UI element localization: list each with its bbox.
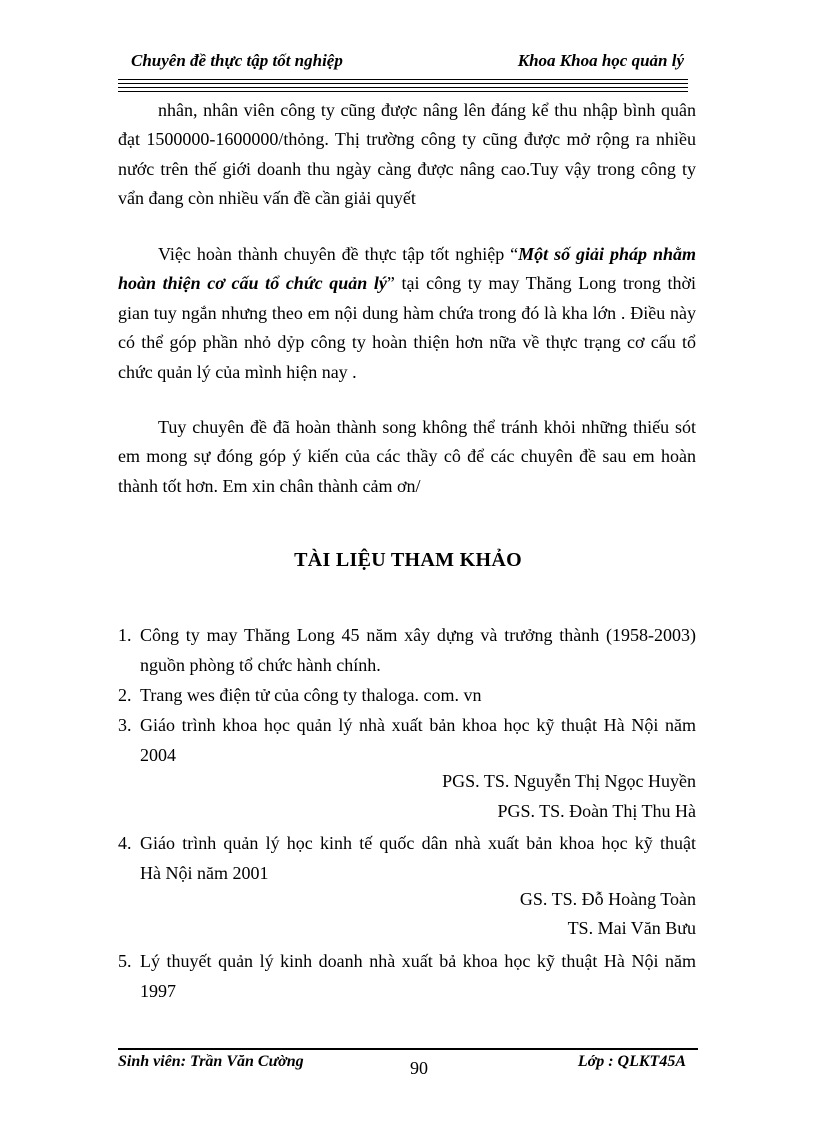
footer-student: Sinh viên: Trần Văn Cường xyxy=(118,1053,304,1070)
reference-text: Lý thuyết quản lý kinh doanh nhà xuất bả khoa học kỹ thuật Hà Nội năm xyxy=(140,951,696,971)
header-rule xyxy=(118,79,688,80)
reference-number: 3. xyxy=(118,715,132,735)
paragraph-3 xyxy=(118,413,696,501)
page-number: 90 xyxy=(410,1058,428,1078)
paragraph-2-emphasis: Một số giải pháp nhằm hoàn thiện cơ cấu tổ chức quản lý xyxy=(118,244,696,294)
reference-text-cont: 1997 xyxy=(140,981,176,1001)
reference-text-cont: Hà Nội năm 2001 xyxy=(140,863,269,883)
header-rule xyxy=(118,91,688,92)
paragraph-2-text-b: ” tại công ty may Thăng Long trong thời gian tuy ngắn nhưng theo em nội dung hàm chứa trong đó là kha lớn . Điều này có thể góp phần nhỏ dỷp công ty hoàn thiện hơn nữa về thực trạng cơ cấu tổ chức quản lý của mình hiện nay . xyxy=(118,273,696,382)
reference-item xyxy=(118,620,696,680)
reference-text: Giáo trình quản lý học kinh tế quốc dân nhà xuất bản khoa học kỹ thuật xyxy=(140,833,696,853)
reference-number: 2. xyxy=(118,685,132,705)
paragraph-1 xyxy=(118,96,696,214)
header-rule xyxy=(118,83,688,84)
reference-item xyxy=(118,680,696,710)
paragraph-2 xyxy=(118,240,696,387)
header-left-title: Chuyên đề thực tập tốt nghiệp xyxy=(131,51,343,70)
header-right-title: Khoa Khoa học quản lý xyxy=(517,51,684,70)
reference-text-cont: nguồn phòng tổ chức hành chính. xyxy=(140,655,381,675)
reference-text-cont: 2004 xyxy=(140,745,176,765)
reference-item xyxy=(118,710,696,770)
reference-author: PGS. TS. Nguyễn Thị Ngọc Huyền xyxy=(442,771,696,791)
reference-item xyxy=(118,946,696,1006)
reference-number: 5. xyxy=(118,951,132,971)
footer-class: Lớp : QLKT45A xyxy=(577,1053,686,1070)
reference-author: PGS. TS. Đoàn Thị Thu Hà xyxy=(497,801,696,821)
references-title: TÀI LIỆU THAM KHẢO xyxy=(294,549,522,571)
footer-rule xyxy=(118,1048,698,1050)
paragraph-3-text: Tuy chuyên đề đã hoàn thành song không thể tránh khỏi những thiếu sót em mong sự đóng góp ý kiến của các thầy cô để các chuyên đề sau em hoàn thành tốt hơn. Em xin chân thành cảm ơn/ xyxy=(118,417,696,496)
reference-author: TS. Mai Văn Bưu xyxy=(567,918,696,938)
reference-text: Giáo trình khoa học quản lý nhà xuất bản khoa học kỹ thuật Hà Nội năm xyxy=(140,715,696,735)
reference-author: GS. TS. Đỗ Hoàng Toàn xyxy=(519,889,696,909)
paragraph-1-text: nhân, nhân viên công ty cũng được nâng lên đáng kể thu nhập bình quân đạt 1500000-1600000/thỏng. Thị trường công ty cũng được mở rộng ra nhiều nước trên thế giới doanh thu ngày càng được nâng cao.Tuy vậy trong công ty vẩn đang còn nhiều vấn đề cần giải quyết xyxy=(118,100,696,209)
reference-number: 4. xyxy=(118,833,132,853)
reference-number: 1. xyxy=(118,625,132,645)
header-rule xyxy=(118,87,688,88)
reference-text: Trang wes điện tử của công ty thaloga. com. vn xyxy=(140,685,482,705)
paragraph-2-text-a: Việc hoàn thành chuyên đề thực tập tốt nghiệp “ xyxy=(158,244,519,264)
reference-item xyxy=(118,828,696,888)
reference-text: Công ty may Thăng Long 45 năm xây dựng và trưởng thành (1958-2003) xyxy=(140,625,696,645)
